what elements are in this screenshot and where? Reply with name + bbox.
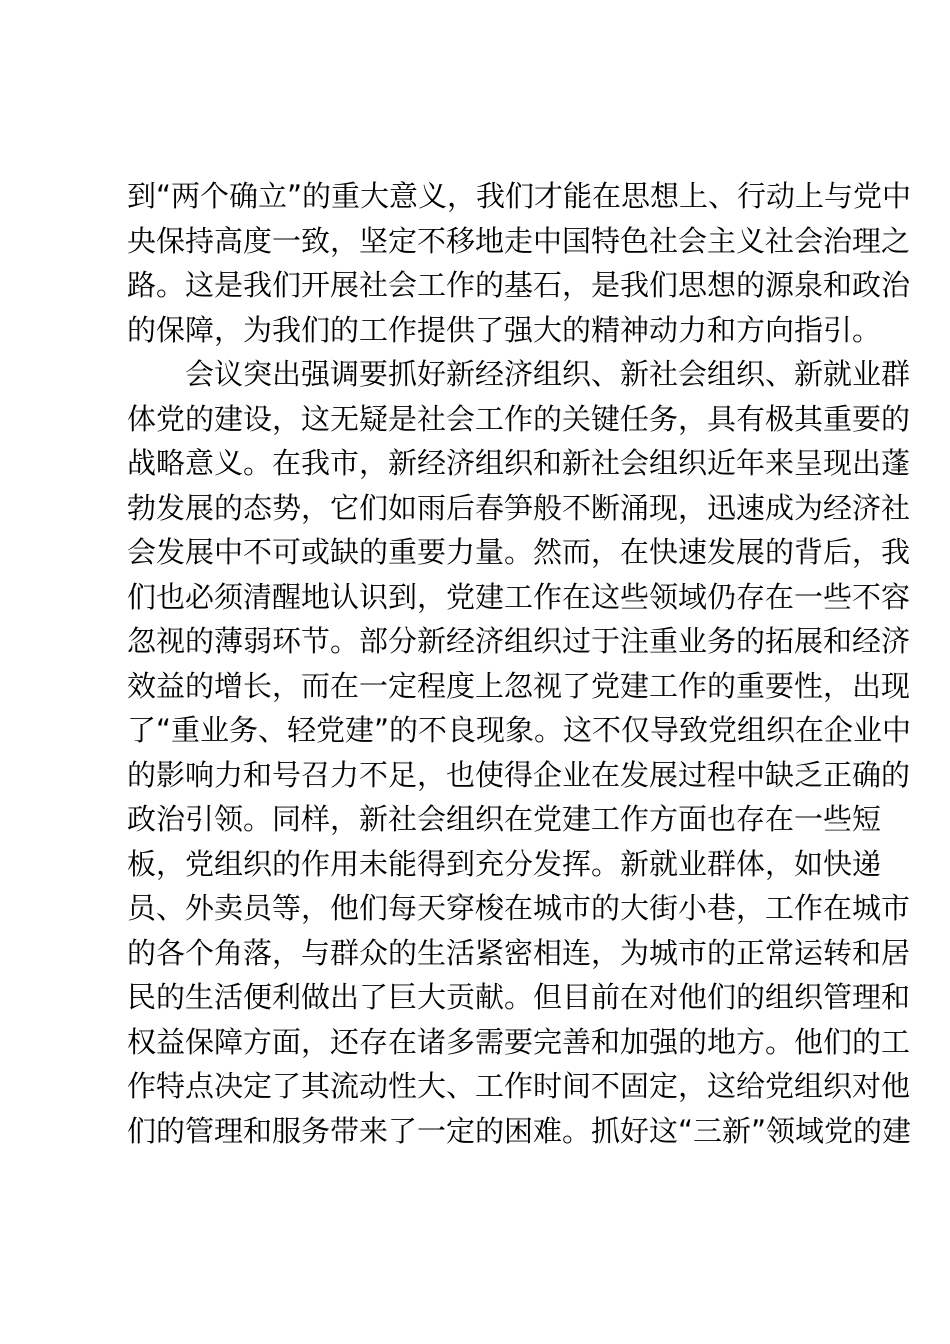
text-line: 的各个角落，与群众的生活紧密相连，为城市的正常运转和居: [127, 935, 911, 970]
text-line: 员、外卖员等，他们每天穿梭在城市的大街小巷，工作在城市: [127, 891, 911, 925]
text-line: 战略意义。在我市，新经济组织和新社会组织近年来呈现出蓬: [127, 446, 911, 480]
text-line: 会议突出强调要抓好新经济组织、新社会组织、新就业群: [127, 357, 911, 391]
text-line: 体党的建设，这无疑是社会工作的关键任务，具有极其重要的: [127, 401, 911, 436]
text-line: 路。这是我们开展社会工作的基石，是我们思想的源泉和政治: [127, 268, 911, 302]
body-text: [127, 174, 912, 1153]
text-line: 忽视的薄弱环节。部分新经济组织过于注重业务的拓展和经济: [127, 624, 911, 658]
text-line: 政治引领。同样，新社会组织在党建工作方面也存在一些短: [127, 802, 882, 836]
text-line: 的影响力和号召力不足，也使得企业在发展过程中缺乏正确的: [127, 757, 911, 792]
text-line: 会发展中不可或缺的重要力量。然而，在快速发展的背后，我: [127, 535, 911, 569]
text-line: 勃发展的态势，它们如雨后春笋般不断涌现，迅速成为经济社: [127, 490, 911, 525]
text-line: 作特点决定了其流动性大、工作时间不固定，这给党组织对他: [127, 1069, 911, 1103]
text-line: 民的生活便利做出了巨大贡献。但目前在对他们的组织管理和: [127, 980, 911, 1014]
text-line: 权益保障方面，还存在诸多需要完善和加强的地方。他们的工: [127, 1024, 911, 1059]
text-line: 们也必须清醒地认识到，党建工作在这些领域仍存在一些不容: [127, 579, 911, 614]
text-line: 的保障，为我们的工作提供了强大的精神动力和方向指引。: [127, 312, 882, 347]
text-line: 板，党组织的作用未能得到充分发挥。新就业群体，如快递: [127, 846, 882, 881]
text-line: 们的管理和服务带来了一定的困难。抓好这“三新”领域党的建: [127, 1113, 912, 1148]
text-line: 到“两个确立”的重大意义，我们才能在思想上、行动上与党中: [127, 179, 912, 213]
text-line: 了“重业务、轻党建”的不良现象。这不仅导致党组织在企业中: [127, 713, 912, 747]
text-line: 效益的增长，而在一定程度上忽视了党建工作的重要性，出现: [127, 668, 911, 703]
text-line: 央保持高度一致，坚定不移地走中国特色社会主义社会治理之: [127, 223, 911, 258]
